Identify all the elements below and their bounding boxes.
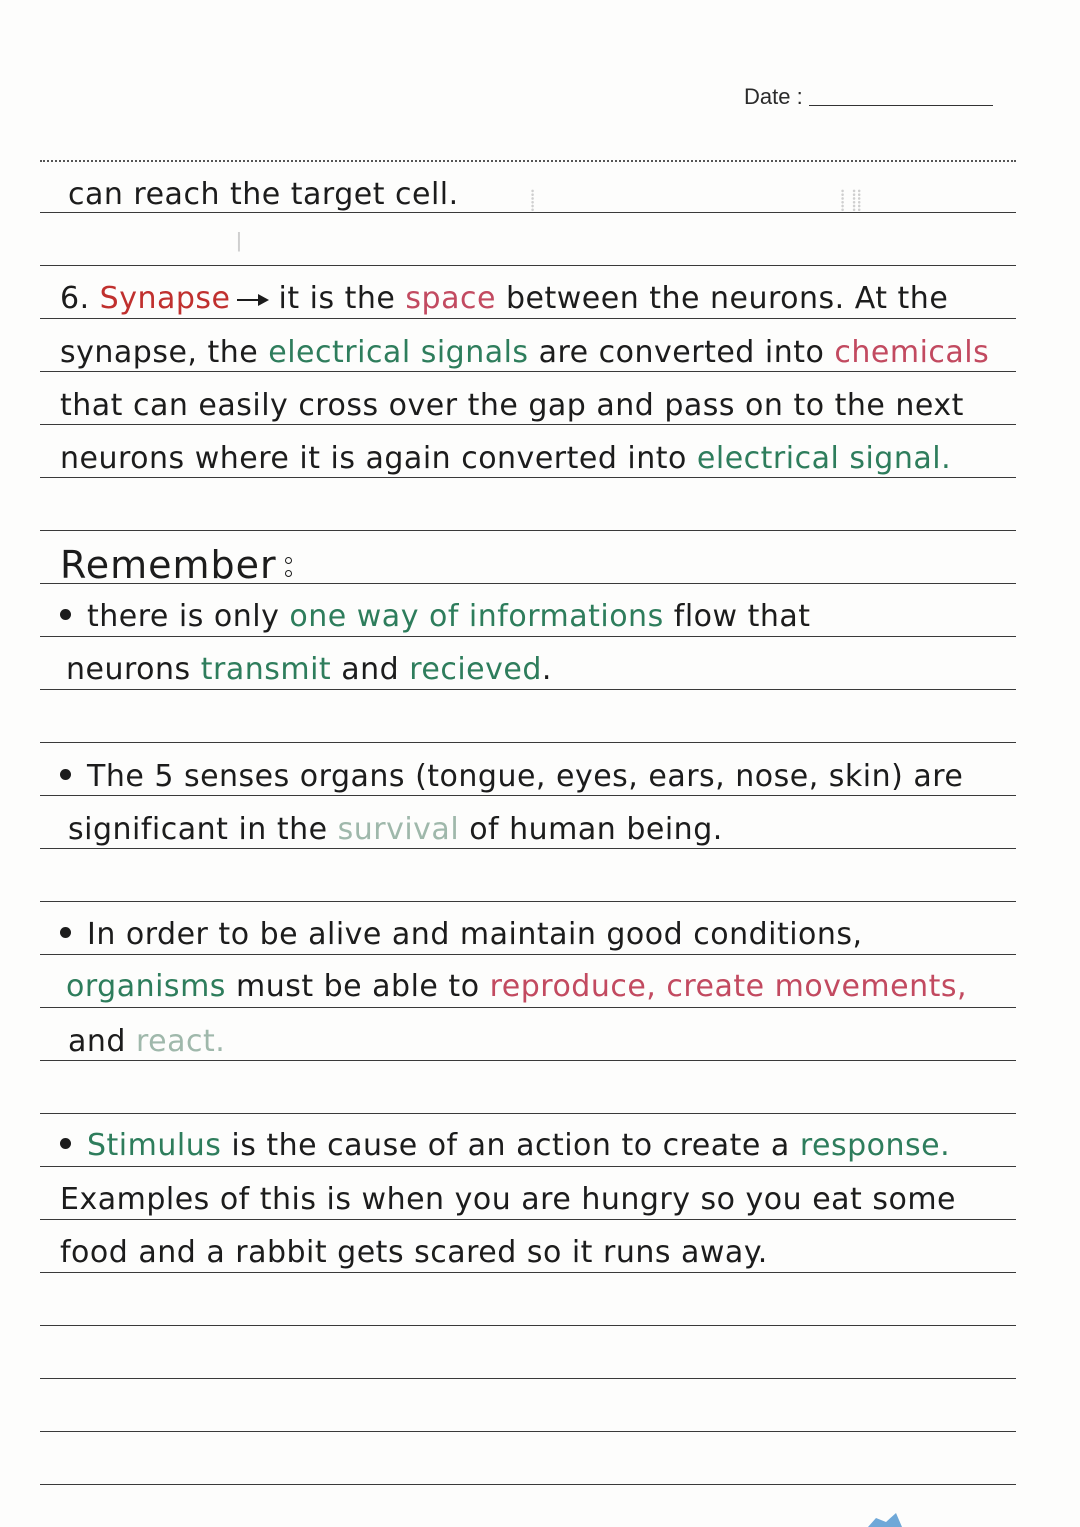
ruled-line <box>40 1166 1016 1167</box>
ruled-line <box>40 1060 1016 1061</box>
ruled-line <box>40 265 1016 266</box>
line-text: The 5 senses organs (tongue, eyes, ears, nose, skin) are <box>87 759 964 794</box>
bullet-icon <box>60 927 71 938</box>
line-text: food and a rabbit gets scared so it runs away. <box>60 1235 768 1270</box>
ruled-line <box>40 1484 1016 1485</box>
text-line-1 <box>68 177 459 212</box>
item-number: 6. <box>60 281 90 316</box>
keyword-one-way: one way of informations <box>289 599 664 634</box>
ruled-line <box>40 212 1016 213</box>
bullet-4-line-1 <box>60 1128 951 1163</box>
keyword-react: react. <box>136 1024 226 1059</box>
keyword-chemicals: chemicals <box>834 335 990 370</box>
date-field <box>744 84 993 110</box>
bullet-3-line-2 <box>66 969 968 1004</box>
bullet-1-line-2 <box>66 652 552 687</box>
line-text: are converted into <box>538 335 825 370</box>
ruled-line <box>40 1219 1016 1220</box>
ruled-line <box>40 1325 1016 1326</box>
show-through-mark: ⸽ <box>530 188 536 212</box>
line-text: . <box>541 652 552 687</box>
line-text: there is only <box>87 599 280 634</box>
line-text: synapse, the <box>60 335 259 370</box>
ruled-line <box>40 636 1016 637</box>
ruled-line <box>40 1431 1016 1432</box>
line-text: neurons <box>66 652 191 687</box>
line-text: significant in the <box>68 812 328 847</box>
show-through-mark: ⸽ ⸽⸽ <box>840 188 862 212</box>
show-through-mark: ǀ <box>236 228 242 252</box>
ruled-line <box>40 689 1016 690</box>
ruled-line <box>40 1113 1016 1114</box>
ruled-line <box>40 848 1016 849</box>
ruled-line <box>40 954 1016 955</box>
bullet-4-line-3 <box>60 1235 768 1270</box>
term-synapse: Synapse <box>99 281 231 316</box>
heading-text: Remember <box>60 543 277 587</box>
line-text: and <box>68 1024 126 1059</box>
keyword-transmit: transmit <box>200 652 332 687</box>
ruled-line <box>40 742 1016 743</box>
arrow-icon <box>237 293 273 307</box>
keyword-recieved: recieved <box>409 652 542 687</box>
text-line-3 <box>60 335 990 370</box>
bullet-3-line-1 <box>60 917 863 952</box>
keyword-organisms: organisms <box>66 969 226 1004</box>
keyword-electrical-signals: electrical signals <box>268 335 529 370</box>
ruled-line <box>40 530 1016 531</box>
ruled-line <box>40 424 1016 425</box>
ruled-line <box>40 901 1016 902</box>
ruled-line <box>40 477 1016 478</box>
bullet-3-line-3 <box>68 1024 226 1059</box>
bullet-2-line-1 <box>60 759 964 794</box>
line-text: that can easily cross over the gap and pass on to the next <box>60 388 964 423</box>
colon-mark <box>285 557 293 579</box>
line-text: flow that <box>673 599 811 634</box>
ruled-line <box>40 160 1016 162</box>
line-text: it is the <box>278 281 396 316</box>
text-line-4 <box>60 388 964 423</box>
keyword-survival: survival <box>337 812 460 847</box>
bullet-icon <box>60 769 71 780</box>
date-blank-line <box>809 105 993 106</box>
keyword-space: space <box>405 281 496 316</box>
bullet-4-line-2 <box>60 1182 957 1217</box>
ruled-line <box>40 1272 1016 1273</box>
line-text: is the cause of an action to create a <box>231 1128 790 1163</box>
ruled-line <box>40 371 1016 372</box>
bullet-icon <box>60 1138 71 1149</box>
bullet-2-line-2 <box>68 812 723 847</box>
ruled-line <box>40 1378 1016 1379</box>
text-line-synapse <box>60 281 949 316</box>
ruled-line <box>40 795 1016 796</box>
ruled-line <box>40 318 1016 319</box>
bullet-1-line-1 <box>60 599 811 634</box>
bullet-icon <box>60 609 71 620</box>
text-line-5 <box>60 441 952 476</box>
line-text: and <box>341 652 400 687</box>
keyword-response: response. <box>799 1128 951 1163</box>
keyword-stimulus: Stimulus <box>87 1128 222 1163</box>
line-text: of human being. <box>469 812 723 847</box>
keyword-electrical-signal: electrical signal. <box>696 441 952 476</box>
line-text: In order to be alive and maintain good conditions, <box>87 917 863 952</box>
line-text: Examples of this is when you are hungry so you eat some <box>60 1182 957 1217</box>
line-text: between the neurons. At the <box>505 281 949 316</box>
date-label: Date : <box>744 84 803 109</box>
keyword-reproduce-movements: reproduce, create movements, <box>489 969 968 1004</box>
corner-sticker-mark <box>866 1510 904 1527</box>
ruled-line <box>40 1007 1016 1008</box>
line-text: must be able to <box>235 969 480 1004</box>
line-text: neurons where it is again converted into <box>60 441 687 476</box>
line-text: can reach the target cell. <box>68 177 459 212</box>
remember-heading <box>60 543 293 587</box>
